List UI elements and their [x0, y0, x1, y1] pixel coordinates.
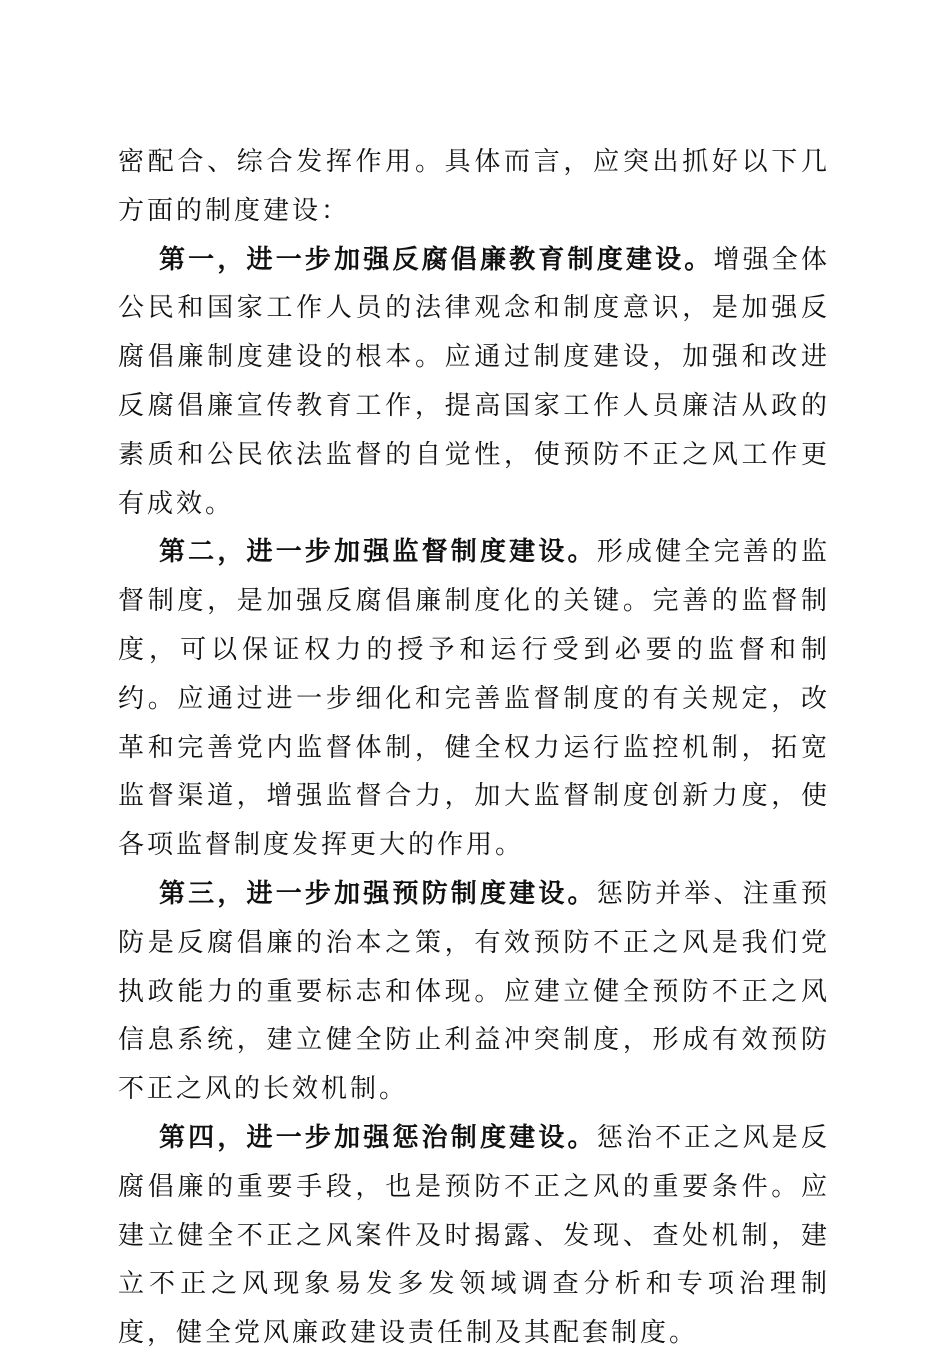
section-3-paragraph [118, 870, 830, 1114]
section-3-body: 惩防并举、注重预防是反腐倡廉的治本之策，有效预防不正之风是我们党执政能力的重要标志和体现。应建立健全预防不正之风信息系统，建立健全防止利益冲突制度，形成有效预防不正之风的长效机制。 [118, 878, 830, 1105]
section-1-heading: 第一，进一步加强反腐倡廉教育制度建设。 [159, 244, 714, 275]
section-3-heading: 第三，进一步加强预防制度建设。 [159, 878, 597, 909]
section-1-body: 增强全体公民和国家工作人员的法律观念和制度意识，是加强反腐倡廉制度建设的根本。应通过制度建设，加强和改进反腐倡廉宣传教育工作，提高国家工作人员廉洁从政的素质和公民依法监督的自觉性，使预防不正之风工作更有成效。 [118, 244, 830, 519]
section-4-paragraph [118, 1114, 830, 1358]
section-2-heading: 第二，进一步加强监督制度建设。 [159, 537, 597, 568]
section-1-paragraph [118, 236, 830, 529]
section-4-body: 惩治不正之风是反腐倡廉的重要手段，也是预防不正之风的重要条件。应建立健全不正之风案件及时揭露、发现、查处机制，建立不正之风现象易发多发领域调查分析和专项治理制度，健全党风廉政建设责任制及其配套制度。 [118, 1122, 830, 1349]
section-2-body: 形成健全完善的监督制度，是加强反腐倡廉制度化的关键。完善的监督制度，可以保证权力的授予和运行受到必要的监督和制约。应通过进一步细化和完善监督制度的有关规定，改革和完善党内监督体制，健全权力运行监控机制，拓宽监督渠道，增强监督合力，加大监督制度创新力度，使各项监督制度发挥更大的作用。 [118, 537, 830, 861]
document-page [118, 138, 830, 1358]
section-4-heading: 第四，进一步加强惩治制度建设。 [159, 1122, 597, 1153]
intro-paragraph: 密配合、综合发挥作用。具体而言，应突出抓好以下几方面的制度建设： [118, 147, 830, 226]
section-2-paragraph [118, 528, 830, 870]
